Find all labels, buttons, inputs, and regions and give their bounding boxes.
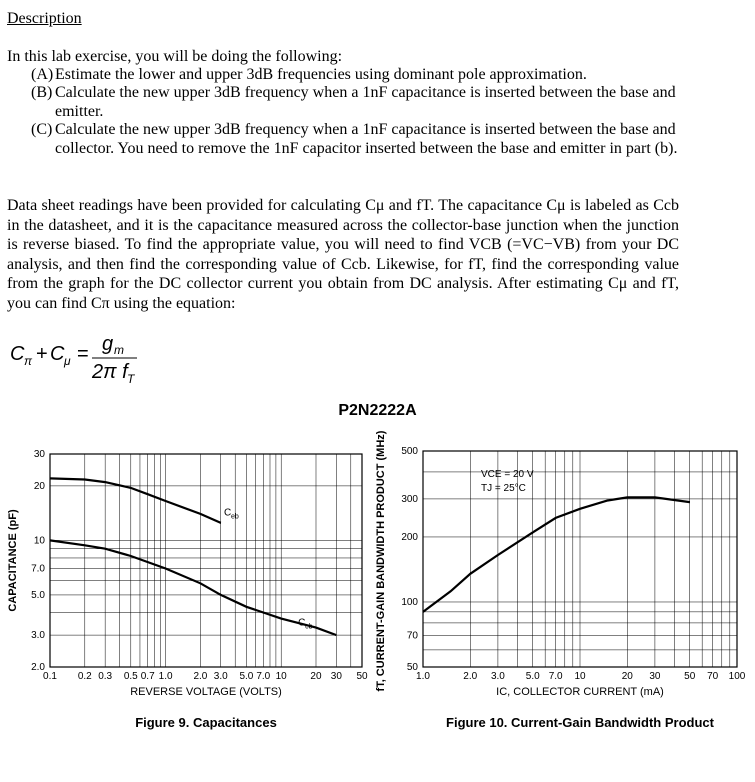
eq-den-sub: T	[127, 372, 135, 386]
figure-caption: Figure 9. Capacitances	[135, 715, 277, 730]
equation	[10, 332, 170, 392]
task-label: (C)	[31, 121, 53, 139]
plot-frame	[50, 454, 362, 667]
x-tick-label: 0.7	[140, 671, 155, 682]
y-tick-label: 50	[406, 662, 418, 673]
x-tick-label: 100	[728, 671, 746, 682]
y-tick-label: 70	[406, 630, 418, 642]
x-tick-label: 5.0	[525, 671, 540, 682]
x-tick-label: 10	[574, 671, 586, 682]
task-text: Calculate the new upper 3dB frequency when a 1nF capacitance is inserted between the base and collector. You need to remove the 1nF capacitor inserted between the base and emitter in part (b).	[55, 121, 678, 157]
task-label: (A)	[31, 66, 54, 83]
list-item	[31, 84, 721, 121]
x-tick-label: 20	[310, 671, 322, 682]
figure-caption: Figure 10. Current-Gain Bandwidth Product	[446, 715, 714, 730]
task-label: (B)	[31, 84, 53, 102]
series-line-ft	[423, 497, 690, 612]
series-line-ccb	[50, 540, 336, 635]
plot-frame	[423, 451, 737, 667]
eq-plus: +	[36, 343, 48, 365]
y-tick-label: 100	[401, 596, 418, 608]
y-tick-label: 7.0	[31, 563, 45, 575]
y-tick-label: 500	[401, 446, 418, 457]
x-tick-label: 10	[275, 671, 287, 682]
x-axis-label: REVERSE VOLTAGE (VOLTS)	[130, 686, 282, 698]
ccb-label: C	[298, 617, 306, 629]
y-tick-label: 30	[33, 449, 45, 460]
x-tick-label: 7.0	[548, 671, 563, 682]
list-item	[31, 121, 721, 158]
datasheet-paragraph: Data sheet readings have been provided for calculating Cμ and fT. The capacitance Cμ is labeled as Ccb in the datasheet, and it is the capacitance measured across the collector-base junction when the junction is reverse biased. To find the appropriate value, you will need to find VCB (=VC−VB) from your DC analysis, and then find the corresponding value of Ccb. Likewise, for fT, find the corresponding value from the graph for the DC collector current you obtain from DC analysis. After estimating Cμ and fT, you can find Cπ using the equation:	[7, 197, 679, 312]
y-tick-label: 5.0	[31, 589, 45, 601]
ceb-label: C	[223, 507, 232, 519]
intro-text: In this lab exercise, you will be doing the following:	[7, 48, 343, 65]
y-tick-label: 200	[401, 531, 418, 543]
task-text: Estimate the lower and upper 3dB frequencies using dominant pole approximation.	[55, 66, 587, 83]
y-tick-label: 20	[33, 480, 45, 492]
x-tick-label: 30	[330, 671, 342, 682]
y-tick-label: 2.0	[31, 662, 45, 673]
ceb-label-sub: eb	[230, 513, 239, 521]
x-tick-label: 5.0	[239, 671, 254, 682]
x-tick-label: 50	[356, 671, 368, 682]
x-tick-label: 0.3	[98, 671, 113, 682]
eq-den: 2π f	[92, 361, 128, 383]
x-tick-label: 3.0	[213, 671, 228, 682]
eq-num: g	[102, 333, 114, 355]
task-list	[31, 66, 721, 158]
y-axis-label: fT, CURRENT-GAIN BANDWIDTH PRODUCT (MHz)	[375, 430, 387, 692]
ccb-label-sub: cb	[305, 623, 313, 631]
annotation-vce: VCE = 20 V	[481, 469, 534, 480]
eq-num-sub: m	[114, 343, 124, 357]
x-tick-label: 30	[649, 671, 661, 682]
x-tick-label: 2.0	[193, 671, 208, 682]
x-tick-label: 70	[707, 671, 719, 682]
x-tick-label: 1.0	[416, 671, 430, 682]
eq-c2: C	[50, 343, 65, 365]
x-tick-label: 0.5	[123, 671, 138, 682]
y-tick-label: 300	[401, 493, 418, 505]
eq-sub2: μ	[64, 354, 71, 368]
datasheet-title: P2N2222A	[338, 402, 417, 419]
eq-equals: =	[77, 343, 89, 365]
eq-sub1: π	[24, 354, 33, 368]
task-text: Calculate the new upper 3dB frequency when a 1nF capacitance is inserted between the base and emitter.	[55, 84, 676, 120]
series-line-ceb	[50, 478, 221, 523]
x-tick-label: 0.2	[77, 671, 92, 682]
x-tick-label: 20	[621, 671, 633, 682]
eq-c1: C	[10, 343, 25, 365]
x-tick-label: 2.0	[463, 671, 478, 682]
x-tick-label: 7.0	[256, 671, 271, 682]
x-tick-label: 50	[684, 671, 696, 682]
annotation-tj: TJ = 25°C	[481, 483, 526, 494]
x-tick-label: 3.0	[490, 671, 505, 682]
y-axis-label: CAPACITANCE (pF)	[7, 509, 19, 612]
x-axis-label: IC, COLLECTOR CURRENT (mA)	[496, 686, 664, 698]
description-heading: Description	[7, 10, 82, 27]
x-tick-label: 1.0	[158, 671, 173, 682]
y-tick-label: 3.0	[31, 630, 45, 642]
list-item	[31, 66, 721, 84]
y-tick-label: 10	[33, 535, 45, 547]
x-tick-label: 0.1	[43, 671, 57, 682]
